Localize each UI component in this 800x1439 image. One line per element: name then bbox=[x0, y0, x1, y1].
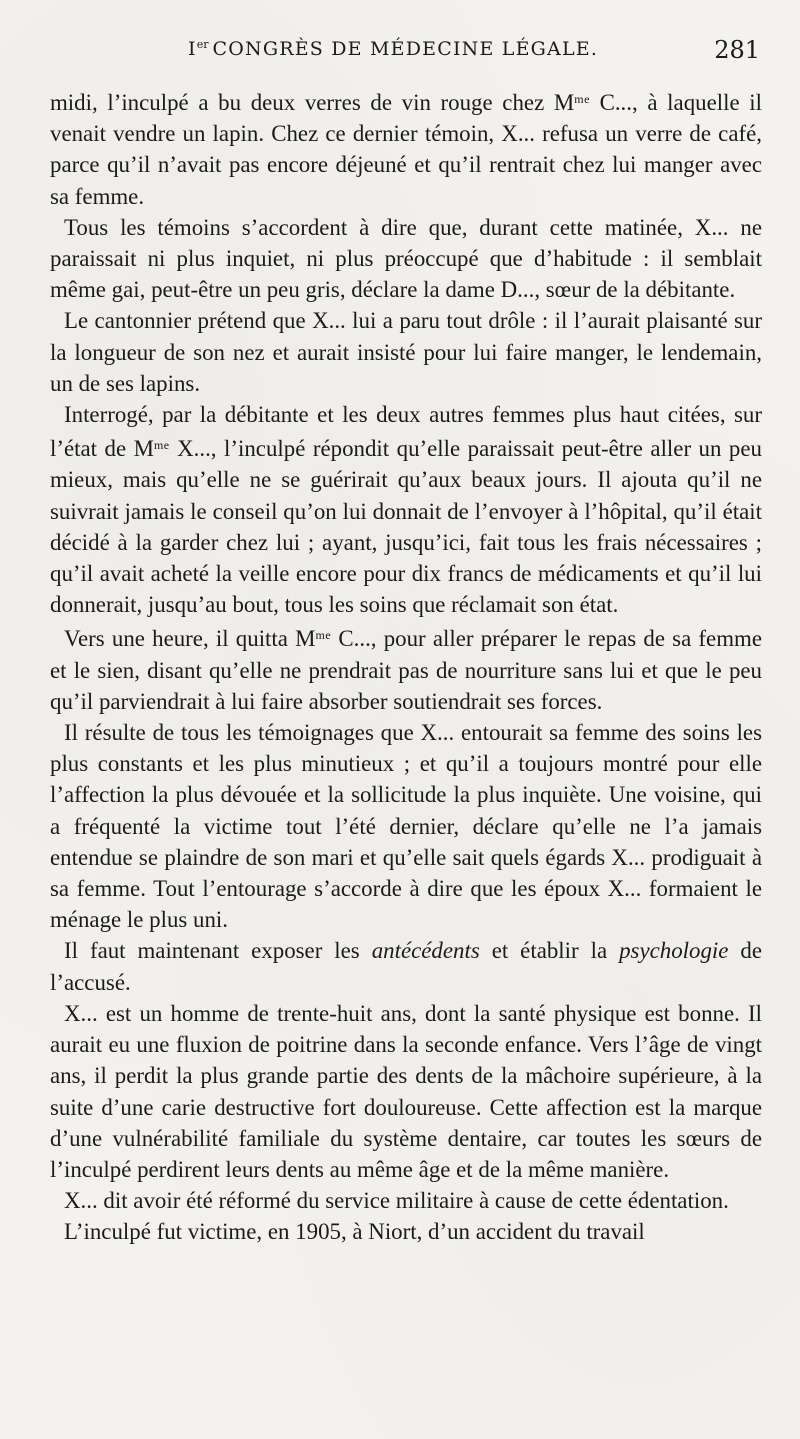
text-segment: C..., à laquelle il venait vendre un lapin. Chez ce dernier témoin, X... refusa un verre de café, parce qu’il n’avait pas encore déjeuné et qu’il rentrait chez lui manger avec sa femme. bbox=[50, 90, 762, 209]
paragraph bbox=[50, 998, 762, 1185]
running-title-prefix: I bbox=[188, 38, 197, 60]
text-segment: et établir la bbox=[479, 938, 620, 964]
paragraph bbox=[50, 305, 762, 399]
superscript: me bbox=[153, 438, 170, 453]
running-title bbox=[188, 38, 598, 60]
text-segment: X... est un homme de trente-huit ans, dont la santé physique est bonne. Il aurait eu une fluxion de poitrine dans la seconde enfance. Vers l’âge de vingt ans, il perdit la plus grande partie des dents de la mâchoire supérieure, à la suite d’une carie destructive fort douloureuse. Cette affection est la marque d’une vulnérabilité familiale du système dentaire, car toutes les sœurs de l’inculpé perdirent leurs dents au même âge et de la même manière. bbox=[50, 1000, 762, 1182]
paragraph bbox=[50, 84, 762, 212]
text-segment: midi, l’inculpé a bu deux verres de vin rouge chez M bbox=[50, 90, 575, 115]
text-segment: de l’accusé. bbox=[50, 938, 763, 995]
text-segment: C..., pour aller préparer le repas de sa femme et le sien, disant qu’elle ne prendrait pas de nourriture sans lui et que le peu qu’il parviendrait à lui faire absorber soutiendrait ses forces. bbox=[50, 626, 762, 714]
superscript: me bbox=[315, 628, 332, 643]
paragraph bbox=[50, 1216, 762, 1247]
text-segment: Il résulte de tous les témoignages que X... entourait sa femme des soins les plus constants et les plus minutieux ; et qu’il a toujours montré pour elle l’affection la plus dévouée et la sollicitude la plus inquiète. Une voisine, qui a fréquenté la victime tout l’été dernier, déclare qu’elle ne l’a jamais entendue se plaindre de son mari et qu’elle sait quels égards X... prodiguait à sa femme. Tout l’entourage s’accorde à dire que les époux X... formaient le ménage le plus uni. bbox=[50, 720, 762, 933]
italic-term: antécédents bbox=[371, 938, 480, 964]
paragraph bbox=[50, 212, 762, 306]
text-segment: Vers une heure, il quitta M bbox=[64, 626, 316, 652]
text-segment: Il faut maintenant exposer les bbox=[64, 938, 372, 964]
text-segment: Tous les témoins s’accordent à dire que, durant cette matinée, X... ne paraissait ni plus inquiet, ni plus préoccupé que d’habitude : il semblait même gai, peut-être un peu gris, déclare la dame D..., sœur de la débitante. bbox=[50, 214, 762, 303]
text-segment: X..., l’inculpé répondit qu’elle paraissait peut-être aller un peu mieux, mais qu’elle ne se guérirait qu’aux beaux jours. Il ajouta qu’il ne suivrait jamais le conseil qu’on lui donnait de l’envoyer à l’hôpital, qu’il était décidé à la garder chez lui ; ayant, jusqu’ici, fait tous les frais nécessaires ; qu’il avait acheté la veille encore pour dix francs de médicaments et qu’il lui donnerait, jusqu’au bout, tous les soins que réclamait son état. bbox=[50, 436, 762, 618]
paragraph bbox=[50, 620, 762, 717]
paragraph bbox=[50, 1185, 762, 1216]
text-segment: Interrogé, par la débitante et les deux autres femmes plus haut citées, sur l’état de M bbox=[50, 402, 762, 462]
text-segment: X... dit avoir été réformé du service militaire à cause de cette édentation. bbox=[64, 1188, 729, 1214]
running-title-text: CONGRÈS DE MÉDECINE LÉGALE. bbox=[212, 38, 599, 60]
text-segment: Le cantonnier prétend que X... lui a paru tout drôle : il l’aurait plaisanté sur la longueur de son nez et aurait insisté pour lui faire manger, le lendemain, un de ses lapins. bbox=[50, 308, 762, 396]
superscript: me bbox=[574, 92, 590, 106]
paragraph bbox=[50, 935, 762, 997]
running-title-prefix-sup: er bbox=[196, 38, 209, 51]
italic-term: psychologie bbox=[619, 938, 729, 964]
text-segment: L’inculpé fut victime, en 1905, à Niort, d’un accident du travail bbox=[64, 1219, 645, 1245]
paragraph bbox=[50, 399, 762, 620]
paragraph bbox=[50, 717, 762, 935]
page-number: 281 bbox=[714, 36, 760, 64]
running-head bbox=[50, 30, 762, 70]
body-text bbox=[50, 84, 762, 1248]
